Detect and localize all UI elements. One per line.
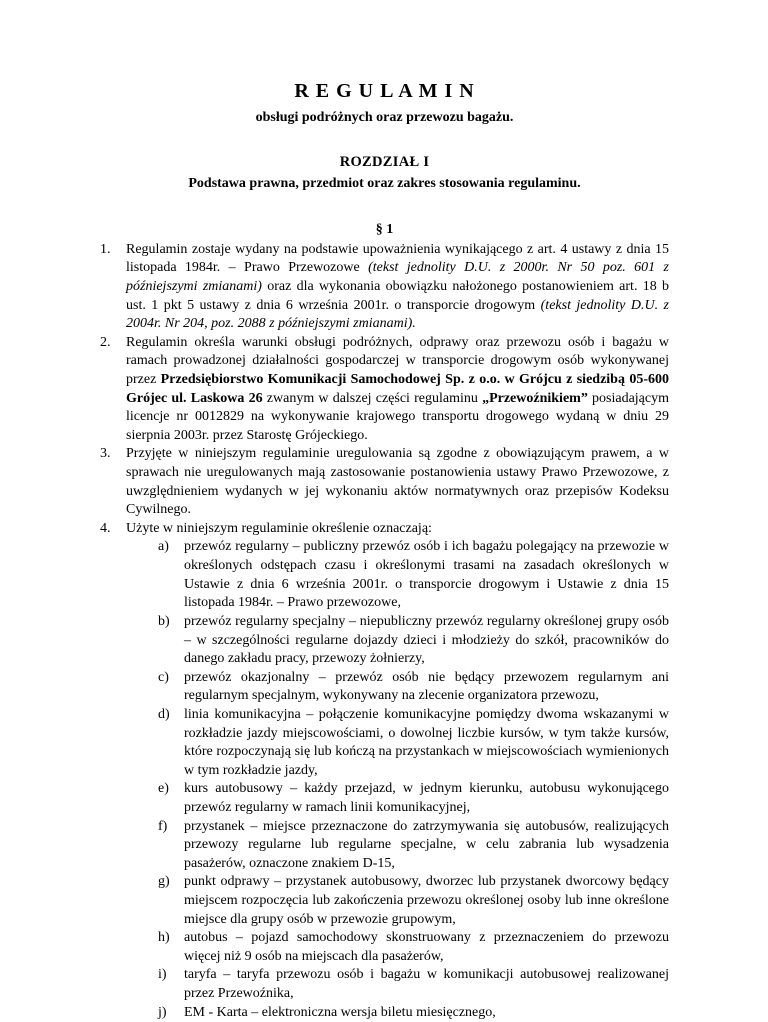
text-run: linia komunikacyjna – połączenie komunikacyjne pomiędzy dwoma wskazanymi w rozkładzie jazdy miejscowościami, o dowolnej liczbie kursów, w tym także kursów, które rozpoczynają się lub kończą na przystankach w miejscowościach wymienionych w tym rozkładzie jazdy, — [184, 706, 669, 778]
sub-list-item — [158, 613, 669, 669]
subitem-text — [184, 706, 669, 780]
section-heading: § 1 — [375, 222, 394, 238]
subitem-letter: h) — [158, 930, 170, 946]
sub-list-item — [158, 966, 669, 1003]
numbered-list — [100, 241, 669, 1022]
chapter-heading: ROZDZIAŁ I — [339, 154, 430, 171]
text-run: EM - Karta – elektroniczna wersja biletu miesięcznego, — [184, 1004, 496, 1020]
text-run: Przedsiębiorstwo Komunikacji Samochodowej Sp. z o.o. w Grójcu z siedzibą 05-600 Grójec ul. Laskowa 26 — [126, 371, 669, 406]
subitem-letter: c) — [158, 669, 169, 685]
sub-list-item — [158, 1004, 669, 1022]
subitem-text — [184, 669, 669, 706]
text-run: oraz dla wykonania obowiązku nałożonego postanowieniem art. 18 b ust. 1 pkt 5 ustawy z dnia 6 września 2001r. o transporcie drogowym — [126, 278, 669, 313]
text-run: zwanym w dalszej części regulaminu — [262, 390, 483, 406]
item-number: 2. — [100, 334, 111, 350]
text-run: Przyjęte w niniejszym regulaminie uregulowania są zgodne z obowiązującym prawem, a w sprawach nie uregulowanych mają zastosowanie postanowienia ustawy Prawo Przewozowe, z uwzględnieniem wydanych w jej wykonaniu aktów normatywnych oraz przepisów Kodeksu Cywilnego. — [126, 446, 669, 518]
text-run: Regulamin zostaje wydany na podstawie upoważnienia wynikającego z art. 4 ustawy z dnia 15 listopada 1984r. – Prawo Przewozowe — [126, 241, 669, 276]
sub-list-item — [158, 780, 669, 817]
text-run: kurs autobusowy – każdy przejazd, w jednym kierunku, autobusu wykonującego przewóz regularny w ramach linii komunikacyjnej, — [184, 781, 669, 815]
sub-list-item — [158, 873, 669, 929]
text-run: (tekst jednolity D.U. z 2000r. Nr 50 poz. 601 z późniejszymi zmianami) — [126, 260, 669, 294]
subitem-text — [184, 613, 669, 669]
item-number: 1. — [100, 241, 111, 257]
item-text — [126, 334, 669, 446]
subitem-text — [184, 966, 669, 1003]
sub-list-item — [158, 929, 669, 966]
item-text — [126, 241, 669, 334]
subitem-letter: a) — [158, 539, 169, 555]
subitem-letter: i) — [158, 967, 167, 983]
document-title: R E G U L A M I N — [294, 80, 475, 102]
item-number: 3. — [100, 446, 111, 462]
text-run: taryfa – taryfa przewozu osób i bagażu w komunikacji autobusowej realizowanej przez Przewoźnika, — [184, 967, 669, 1002]
text-run: (tekst jednolity D.U. z 2004r. Nr 204, poz. 2088 z późniejszymi zmianami). — [126, 297, 669, 332]
subitem-text — [184, 538, 669, 612]
subitem-letter: d) — [158, 706, 170, 722]
text-run: Regulamin określa warunki obsługi podróżnych, odprawy oraz przewozu osób i bagażu w ramach prowadzonej działalności gospodarczej w transporcie drogowym osób wykonywanej przez — [126, 334, 669, 387]
subitem-letter: f) — [158, 818, 168, 834]
subitem-text — [184, 929, 669, 966]
text-run: autobus – pojazd samochodowy skonstruowany z przeznaczeniem do przewozu więcej niż 9 osób na miejscach dla pasażerów, — [184, 930, 669, 964]
subitem-letter: g) — [158, 874, 170, 890]
subitem-letter: e) — [158, 781, 169, 797]
text-run: przystanek – miejsce przeznaczone do zatrzymywania się autobusów, realizujących przewozy regularne lub regularne specjalne, w celu zabrania lub wysadzenia pasażerów, oznaczone znakiem D-15, — [184, 818, 669, 871]
subitem-letter: b) — [158, 613, 170, 629]
subitem-letter: j) — [158, 1004, 167, 1020]
item-text — [126, 445, 669, 519]
text-run: posiadającym licencje nr 0012829 na wykonywanie krajowego transportu drogowego wydaną w dniu 29 sierpnia 2003r. przez Starostę Grójeckiego. — [126, 390, 669, 443]
subitem-text — [184, 780, 669, 817]
text-run: punkt odprawy – przystanek autobusowy, dworzec lub przystanek dworcowy będący miejscem rozpoczęcia lub zakończenia przewozu określonej osoby lub inne określone miejsce dla grupy osób w przewozie grupowym, — [184, 874, 669, 927]
list-item — [100, 241, 669, 334]
text-run: przewóz regularny specjalny – niepubliczny przewóz regularny określonej grupy osób – w szczególności regularne dojazdy dzieci i młodzieży do szkół, pracowników do danego zakładu pracy, przewozy żołnierzy, — [184, 613, 669, 667]
sub-list-item — [158, 538, 669, 612]
list-item — [100, 520, 669, 1022]
text-run: „Przewoźnikiem” — [482, 390, 588, 406]
sub-list-item — [158, 818, 669, 874]
text-run: Użyte w niniejszym regulaminie określenie oznaczają: — [126, 520, 432, 536]
subitem-text — [184, 1004, 669, 1022]
list-item — [100, 334, 669, 446]
sub-list-item — [158, 706, 669, 780]
chapter-subtitle: Podstawa prawna, przedmiot oraz zakres stosowania regulaminu. — [188, 176, 581, 192]
subitem-text — [184, 873, 669, 929]
sub-list-item — [158, 669, 669, 706]
document-subtitle: obsługi podróżnych oraz przewozu bagażu. — [255, 109, 514, 125]
text-run: przewóz regularny – publiczny przewóz osób i ich bagażu polegający na przewozie w określonych odstępach czasu i określonymi trasami na zasadach określonych w Ustawie z dnia 6 września 2001r. o transporcie drogowym i Ustawie z dnia 15 listopada 1984r. – Prawo przewozowe, — [184, 539, 669, 611]
subitem-text — [184, 818, 669, 874]
list-item — [100, 445, 669, 519]
item-number: 4. — [100, 520, 111, 536]
text-run: przewóz okazjonalny – przewóz osób nie będący przewozem regularnym ani regularnym specjalnym, wykonywany na zlecenie organizatora przewozu, — [184, 669, 669, 704]
item-text — [126, 520, 669, 1022]
